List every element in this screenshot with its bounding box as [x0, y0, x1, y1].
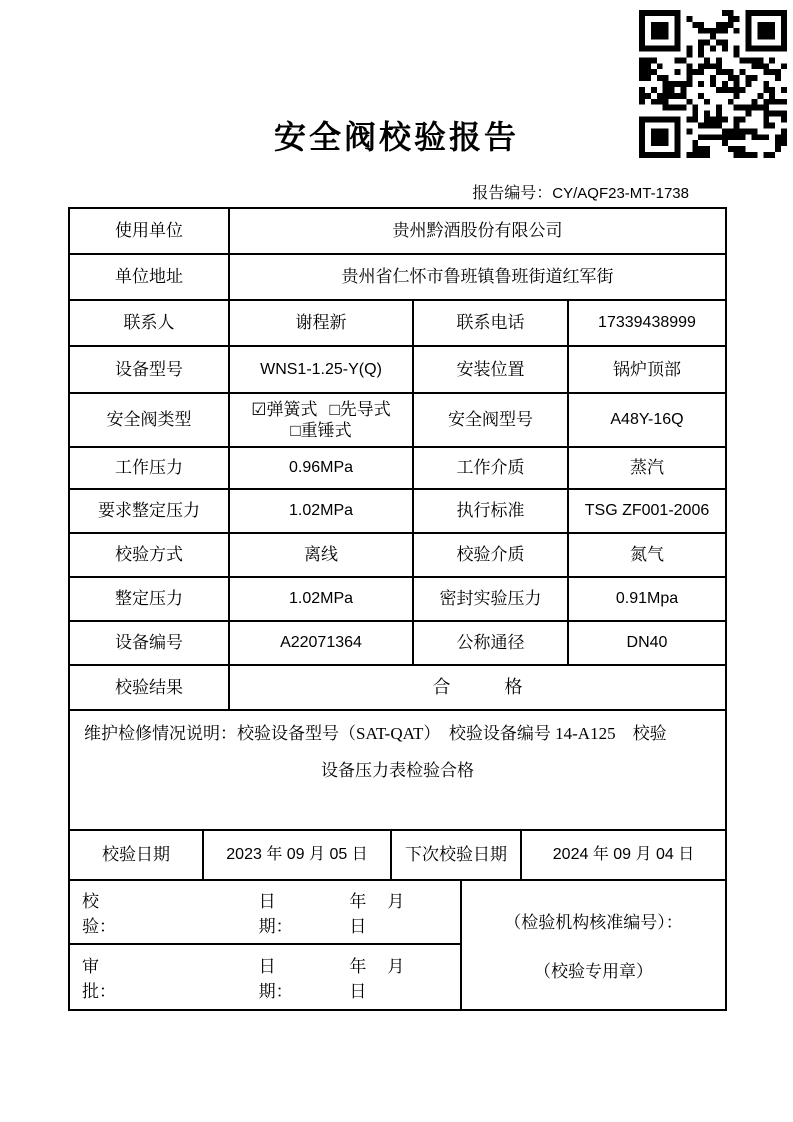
- set-pressure-label: 整定压力: [70, 578, 230, 622]
- approve-signer-label: 审批：: [82, 957, 116, 1001]
- calibration-medium-label: 校验介质: [414, 534, 569, 578]
- checkbox-checked-spring-option: ☑弹簧式: [251, 399, 318, 419]
- signature-check-row: [70, 881, 460, 945]
- next-calibration-date-value: 2024 年 09 月 04 日: [522, 831, 725, 881]
- standard-label: 执行标准: [414, 490, 569, 534]
- stamp-cell: [462, 881, 725, 1009]
- check-ymd-label: 年 月 日: [349, 892, 426, 936]
- report-number-value: CY/AQF23-MT-1738: [552, 185, 689, 202]
- nominal-diameter-label: 公称通径: [414, 622, 569, 666]
- row-working-pressure: [70, 448, 725, 490]
- row-result: [70, 666, 725, 711]
- nominal-diameter-value: DN40: [569, 622, 725, 666]
- valve-model-label: 安全阀型号: [414, 394, 569, 448]
- next-calibration-date-label: 下次校验日期: [392, 831, 522, 881]
- calibration-date-label: 校验日期: [70, 831, 204, 881]
- maintenance-note: [70, 711, 725, 831]
- device-no-label: 设备编号: [70, 622, 230, 666]
- contact-value: 谢程新: [230, 301, 414, 347]
- signature-approve-row: [70, 945, 460, 1009]
- install-position-label: 安装位置: [414, 347, 569, 394]
- calibration-method-value: 离线: [230, 534, 414, 578]
- working-medium-label: 工作介质: [414, 448, 569, 490]
- required-set-pressure-label: 要求整定压力: [70, 490, 230, 534]
- contact-phone-value: 17339438999: [569, 301, 725, 347]
- check-signer-label: 校验：: [82, 892, 116, 936]
- seal-test-pressure-value: 0.91Mpa: [569, 578, 725, 622]
- row-unit-address: [70, 255, 725, 301]
- calibration-method-label: 校验方式: [70, 534, 230, 578]
- row-device-no: [70, 622, 725, 666]
- set-pressure-value: 1.02MPa: [230, 578, 414, 622]
- row-valve-type: [70, 394, 725, 448]
- usage-unit-value: 贵州黔酒股份有限公司: [230, 209, 725, 255]
- signature-column: [70, 881, 462, 1009]
- row-usage-unit: [70, 209, 725, 255]
- working-medium-value: 蒸汽: [569, 448, 725, 490]
- row-device-model: [70, 347, 725, 394]
- maintenance-note-line2: 设备压力表检验合格: [321, 761, 474, 781]
- calibration-date-value: 2023 年 09 月 05 日: [204, 831, 392, 881]
- row-signatures: [70, 881, 725, 1009]
- report-number-label: 报告编号：: [472, 185, 553, 202]
- working-pressure-value: 0.96MPa: [230, 448, 414, 490]
- report-number: [472, 180, 689, 203]
- unit-address-label: 单位地址: [70, 255, 230, 301]
- row-calibration-method: [70, 534, 725, 578]
- device-no-value: A22071364: [230, 622, 414, 666]
- row-maintenance: [70, 711, 725, 831]
- contact-label: 联系人: [70, 301, 230, 347]
- unit-address-value: 贵州省仁怀市鲁班镇鲁班街道红军街: [230, 255, 725, 301]
- row-set-pressure: [70, 578, 725, 622]
- checkbox-unchecked-weight-option: □重锤式: [290, 421, 352, 440]
- page-title: 安全阀校验报告: [273, 119, 519, 155]
- check-date-label: 日期：: [258, 892, 293, 936]
- valve-model-value: A48Y-16Q: [569, 394, 725, 448]
- usage-unit-label: 使用单位: [70, 209, 230, 255]
- row-dates: [70, 831, 725, 881]
- calibration-medium-value: 氮气: [569, 534, 725, 578]
- checkbox-unchecked-pilot-option: □先导式: [329, 399, 391, 419]
- approve-ymd-label: 年 月 日: [349, 957, 426, 1001]
- result-value: 合 格: [230, 666, 725, 711]
- maintenance-note-line1: 维护检修情况说明：校验设备型号（SAT-QAT） 校验设备编号 14-A125 校验: [84, 724, 667, 743]
- approve-date-label: 日期：: [258, 957, 293, 1001]
- install-position-value: 锅炉顶部: [569, 347, 725, 394]
- contact-phone-label: 联系电话: [414, 301, 569, 347]
- valve-type-options: [230, 394, 414, 448]
- result-label: 校验结果: [70, 666, 230, 711]
- row-contact: [70, 301, 725, 347]
- report-table: [68, 207, 727, 1011]
- seal-test-pressure-label: 密封实验压力: [414, 578, 569, 622]
- agency-approval-no-label: （检验机构核准编号）：: [504, 913, 683, 932]
- required-set-pressure-value: 1.02MPa: [230, 490, 414, 534]
- device-model-label: 设备型号: [70, 347, 230, 394]
- calibration-seal-label: （校验专用章）: [534, 962, 653, 981]
- row-required-set-pressure: [70, 490, 725, 534]
- working-pressure-label: 工作压力: [70, 448, 230, 490]
- valve-type-label: 安全阀类型: [70, 394, 230, 448]
- device-model-value: WNS1-1.25-Y(Q): [230, 347, 414, 394]
- standard-value: TSG ZF001-2006: [569, 490, 725, 534]
